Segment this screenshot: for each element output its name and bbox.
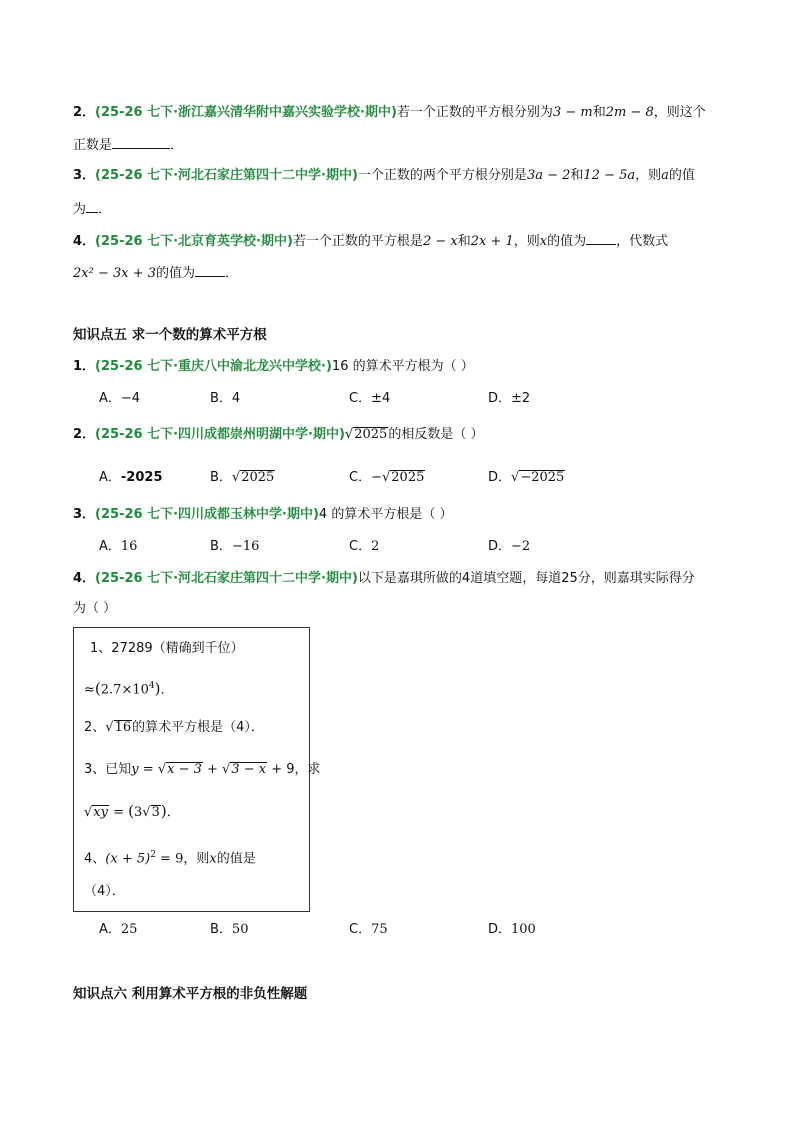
answer-blank[interactable] xyxy=(86,199,98,213)
math-expression: = 9，则 xyxy=(155,851,210,867)
radicand: 2025 xyxy=(354,427,388,442)
answer-blank[interactable] xyxy=(112,135,170,149)
question-text: ． xyxy=(98,202,112,217)
radicand: 3 xyxy=(151,805,160,820)
question-text: 的值为 xyxy=(156,266,196,281)
option-value: 2 xyxy=(371,539,380,554)
question-3-top-line2 xyxy=(73,199,111,219)
option-a[interactable] xyxy=(99,921,137,939)
question-1 xyxy=(73,358,474,376)
option-label: C． xyxy=(349,391,372,406)
question-number: 3． xyxy=(73,168,96,183)
question-text: ． xyxy=(170,138,184,153)
option-d[interactable] xyxy=(488,390,530,408)
sqrt-expression: √3 − x xyxy=(222,762,267,777)
math-operator: + xyxy=(202,762,223,777)
question-text: 4 的算术平方根是（ ） xyxy=(318,507,453,522)
question-number: 4． xyxy=(73,234,96,249)
answer-blank[interactable] xyxy=(586,231,616,245)
math-operator: = xyxy=(108,805,129,820)
option-b[interactable] xyxy=(210,469,275,487)
option-label: B． xyxy=(210,922,232,937)
question-text: 的相反数是（ ） xyxy=(388,427,484,442)
question-text: 和 xyxy=(570,168,584,183)
box-line-2: $\approx(2.7\times 10^4)$． xyxy=(84,679,174,698)
question-text: 一个正数的两个平方根分别是 xyxy=(357,168,527,183)
math-expression: 3a − 2 xyxy=(526,168,571,183)
math-expression: 2.7×10 xyxy=(100,682,149,698)
math-expression: 3 xyxy=(134,805,143,820)
math-operator: = xyxy=(138,762,158,777)
sqrt-expression: √xy xyxy=(84,805,108,820)
radicand: 3 − x xyxy=(231,762,267,777)
option-label: B． xyxy=(210,391,232,406)
option-label: C． xyxy=(349,922,372,937)
option-a[interactable] xyxy=(99,390,140,408)
question-text: 以下是嘉琪所做的4道填空题，每道25分，则嘉琪实际得分 xyxy=(357,571,695,586)
option-c[interactable] xyxy=(349,921,388,939)
box-line-3 xyxy=(84,719,264,737)
math-expression: 2x + 1 xyxy=(470,234,514,249)
approx-symbol: ≈ xyxy=(84,682,95,698)
option-value: ±2 xyxy=(511,391,531,406)
radicand: xy xyxy=(93,805,108,820)
option-value: − xyxy=(371,470,382,485)
box-line-7: （4）． xyxy=(84,884,125,899)
question-number: 1． xyxy=(73,359,96,374)
option-value: −4 xyxy=(120,391,141,406)
question-text: 和 xyxy=(457,234,471,249)
question-text: 若一个正数的平方根分别为 xyxy=(396,105,553,120)
question-text: 为 xyxy=(73,202,87,217)
math-expression: 2m − 8 xyxy=(605,105,654,120)
question-source: (25-26 七下·北京育英学校·期中) xyxy=(95,234,293,249)
question-text: ． xyxy=(225,266,239,281)
sqrt-expression: √−2025 xyxy=(511,470,565,485)
option-label: C． xyxy=(349,539,372,554)
option-label: B． xyxy=(210,539,232,554)
question-text: ，则 xyxy=(635,168,662,183)
sqrt-expression: √16 xyxy=(105,720,132,735)
radicand: 2025 xyxy=(241,470,275,485)
section-heading-5: 知识点五 求一个数的算术平方根 xyxy=(73,327,267,343)
item-text: + 9，求 xyxy=(267,762,321,777)
sqrt-expression: √x − 3 xyxy=(157,762,202,777)
item-number: 4、 xyxy=(84,851,106,867)
item-text: 的值是 xyxy=(216,851,256,867)
question-text: 若一个正数的平方根是 xyxy=(292,234,423,249)
option-b[interactable] xyxy=(210,390,240,408)
option-value: 75 xyxy=(371,922,388,937)
question-text: ，代数式 xyxy=(616,234,669,249)
question-3-top xyxy=(73,167,695,185)
option-value: 25 xyxy=(120,922,138,937)
sqrt-expression: √2025 xyxy=(381,470,425,485)
option-c[interactable] xyxy=(349,538,379,556)
option-value: 4 xyxy=(231,391,241,406)
math-variable: y xyxy=(131,762,139,777)
option-value: -2025 xyxy=(120,470,163,485)
section-heading-6: 知识点六 利用算术平方根的非负性解题 xyxy=(73,986,308,1002)
item-text: 的算术平方根是（4）． xyxy=(132,720,264,735)
math-expression: (x + 5) xyxy=(105,851,151,867)
question-number: 2． xyxy=(73,105,96,120)
question-3 xyxy=(73,506,452,524)
math-variable: a xyxy=(661,168,669,183)
option-value: −16 xyxy=(231,539,260,554)
question-number: 2． xyxy=(73,427,96,442)
sqrt-expression: √2025 xyxy=(231,470,275,485)
question-4-top xyxy=(73,231,668,251)
radicand: −2025 xyxy=(520,470,565,485)
option-value: 16 xyxy=(120,539,138,554)
question-source: (25-26 七下·四川成都崇州明湖中学·期中) xyxy=(95,427,345,442)
item-number: 2、 xyxy=(84,720,106,735)
option-label: D． xyxy=(488,922,512,937)
punctuation: ． xyxy=(160,682,174,698)
radicand: 16 xyxy=(114,720,132,735)
question-source: (25-26 七下·重庆八中渝北龙兴中学校·) xyxy=(95,359,332,374)
option-d[interactable] xyxy=(488,538,530,556)
option-label: B． xyxy=(210,470,232,485)
item-text: 3、已知 xyxy=(84,762,132,777)
question-number: 3． xyxy=(73,507,96,522)
option-a[interactable] xyxy=(99,469,162,487)
math-variable: x xyxy=(209,851,217,867)
question-2-top-line2 xyxy=(73,135,183,155)
question-source: (25-26 七下·四川成都玉林中学·期中) xyxy=(95,507,319,522)
question-text: ，则这个 xyxy=(653,105,706,120)
question-4 xyxy=(73,570,695,588)
question-text: 的值为 xyxy=(547,234,587,249)
option-value: 100 xyxy=(511,922,536,937)
question-number: 4． xyxy=(73,571,96,586)
answer-blank[interactable] xyxy=(195,263,225,277)
option-label: A． xyxy=(99,922,121,937)
question-source: (25-26 七下·河北石家庄第四十二中学·期中) xyxy=(95,571,358,586)
radicand: x − 3 xyxy=(167,762,202,777)
sqrt-expression: √3 xyxy=(142,805,160,820)
option-label: A． xyxy=(99,470,121,485)
option-c[interactable] xyxy=(349,390,390,408)
option-b[interactable] xyxy=(210,921,248,939)
box-line-4 xyxy=(84,761,321,779)
option-label: D． xyxy=(488,391,512,406)
box-line-6 xyxy=(84,846,256,868)
option-label: A． xyxy=(99,391,121,406)
question-2-top xyxy=(73,104,706,122)
option-c[interactable] xyxy=(349,469,425,487)
box-line-1: 1、27289（精确到千位） xyxy=(90,641,244,656)
question-4-line2: 为（ ） xyxy=(73,601,117,616)
option-value: −2 xyxy=(511,539,531,554)
question-source: (25-26 七下·浙江嘉兴清华附中嘉兴实验学校·期中) xyxy=(95,105,397,120)
sqrt-expression: √2025 xyxy=(344,427,388,442)
exponent: 2 xyxy=(150,850,156,860)
math-variable: x xyxy=(539,234,548,249)
question-source: (25-26 七下·河北石家庄第四十二中学·期中) xyxy=(95,168,358,183)
option-value: 50 xyxy=(231,922,249,937)
option-a[interactable] xyxy=(99,538,137,556)
question-text: 的值 xyxy=(668,168,695,183)
option-value: ±4 xyxy=(371,391,391,406)
question-text: 正数是 xyxy=(73,138,113,153)
question-text: 和 xyxy=(592,105,606,120)
math-expression: 12 − 5a xyxy=(583,168,636,183)
option-label: D． xyxy=(488,470,512,485)
exponent: 4 xyxy=(148,681,155,691)
answer-box xyxy=(73,627,321,912)
option-d[interactable] xyxy=(488,469,565,487)
option-b[interactable] xyxy=(210,538,259,556)
question-2 xyxy=(73,426,483,444)
radicand: 2025 xyxy=(391,470,425,485)
option-label: C． xyxy=(349,470,372,485)
question-text: ，则 xyxy=(513,234,540,249)
math-expression: 2x² − 3x + 3 xyxy=(73,266,157,281)
question-text: 16 的算术平方根为（ ） xyxy=(331,359,474,374)
math-expression: 3 − m xyxy=(552,105,593,120)
question-4-top-line2 xyxy=(73,263,238,283)
option-label: D． xyxy=(488,539,512,554)
punctuation: ． xyxy=(166,805,180,820)
option-d[interactable] xyxy=(488,921,536,939)
math-expression: 2 − x xyxy=(422,234,458,249)
box-line-5: √xy = (3√3)． xyxy=(84,802,180,820)
option-label: A． xyxy=(99,539,121,554)
